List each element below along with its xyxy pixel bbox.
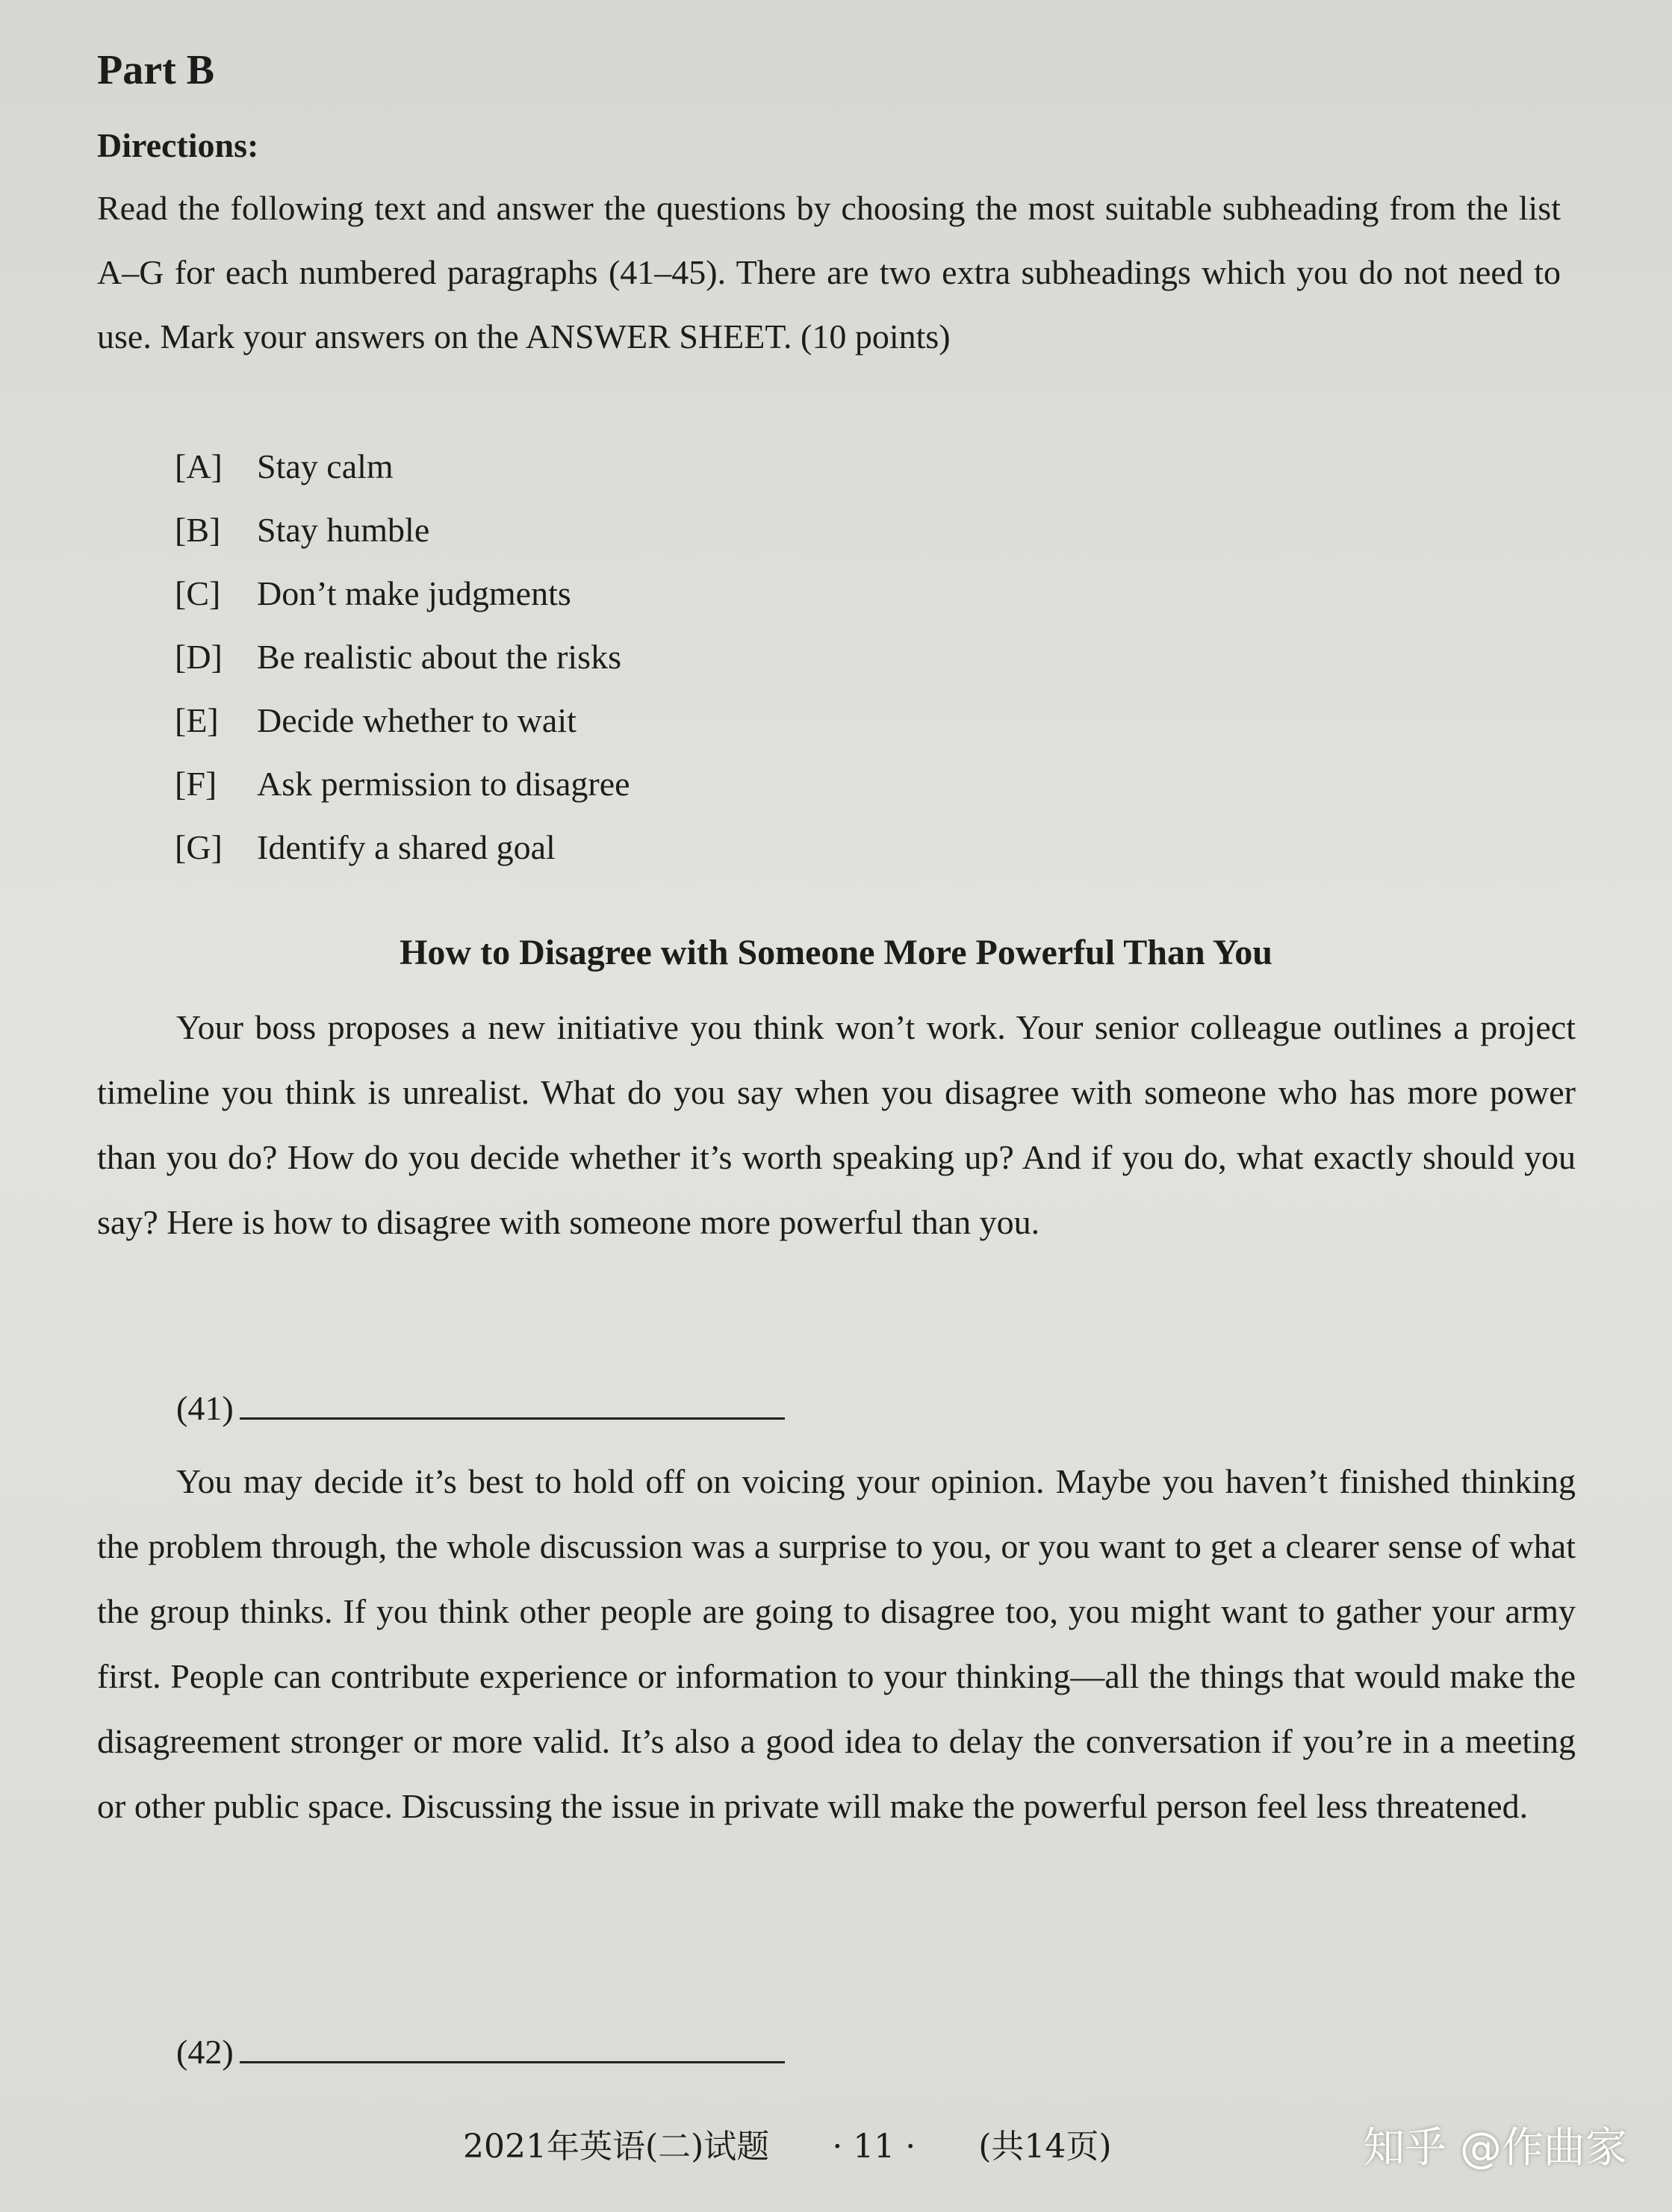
subheading-options (175, 435, 630, 879)
article-title: How to Disagree with Someone More Powerful Than You (400, 933, 1272, 972)
option-f (175, 752, 630, 815)
answer-blank-41[interactable] (176, 1388, 785, 1428)
option-text: Ask permission to disagree (257, 765, 630, 803)
option-text: Decide whether to wait (257, 701, 577, 739)
option-letter: [G] (175, 828, 223, 866)
option-letter: [E] (175, 701, 219, 739)
directions-text: Read the following text and answer the questions by choosing the most suitable subheading from the list A–G for each numbered paragraphs (41–45). There are two extra subheadings which you do not need to use. Mark your answers on the ANSWER SHEET. (10 points) (97, 189, 1561, 355)
option-text: Don’t make judgments (257, 574, 571, 612)
blank-line (240, 1388, 785, 1420)
blank-line (240, 2031, 785, 2063)
option-a (175, 435, 630, 498)
page-number: · 11 · (832, 2128, 916, 2166)
option-letter: [D] (175, 638, 223, 676)
section-heading: Part B (97, 47, 215, 93)
option-letter: [A] (175, 447, 223, 485)
option-e (175, 689, 630, 752)
option-letter: [B] (175, 511, 221, 549)
watermark: 知乎 @作曲家 (1363, 2124, 1627, 2172)
page-total: (共14页) (978, 2128, 1112, 2166)
option-letter: [C] (175, 574, 221, 612)
option-c (175, 562, 630, 625)
intro-paragraph: Your boss proposes a new initiative you think won’t work. Your senior colleague outlines a project timeline you think is unrealist. What do you say when you disagree with someone who has more power than you do? How do you decide whether it’s worth speaking up? And if you do, what exactly should you say? Here is how to disagree with someone more powerful than you. (97, 1008, 1576, 1241)
option-text: Stay calm (257, 447, 394, 485)
directions-label: Directions: (97, 126, 259, 164)
option-text: Stay humble (257, 511, 430, 549)
question-number: (41) (176, 1389, 234, 1427)
option-text: Identify a shared goal (257, 828, 556, 866)
question-number: (42) (176, 2033, 234, 2071)
option-text: Be realistic about the risks (257, 638, 621, 676)
option-g (175, 815, 630, 879)
answer-blank-42[interactable] (176, 2031, 785, 2072)
exam-title: 2021年英语(二)试题 (463, 2128, 770, 2166)
page-footer (463, 2119, 1164, 2167)
paragraph-41: You may decide it’s best to hold off on voicing your opinion. Maybe you haven’t finished thinking the problem through, the whole discussion was a surprise to you, or you want to get a clearer sense of what the group thinks. If you think other people are going to disagree too, you might want to gather your army first. People can contribute experience or information to your thinking—all the things that would make the disagreement stronger or more valid. It’s also a good idea to delay the conversation if you’re in a meeting or other public space. Discussing the issue in private will make the powerful person feel less threatened. (97, 1462, 1576, 1825)
option-b (175, 498, 630, 562)
option-letter: [F] (175, 765, 217, 803)
option-d (175, 625, 630, 689)
